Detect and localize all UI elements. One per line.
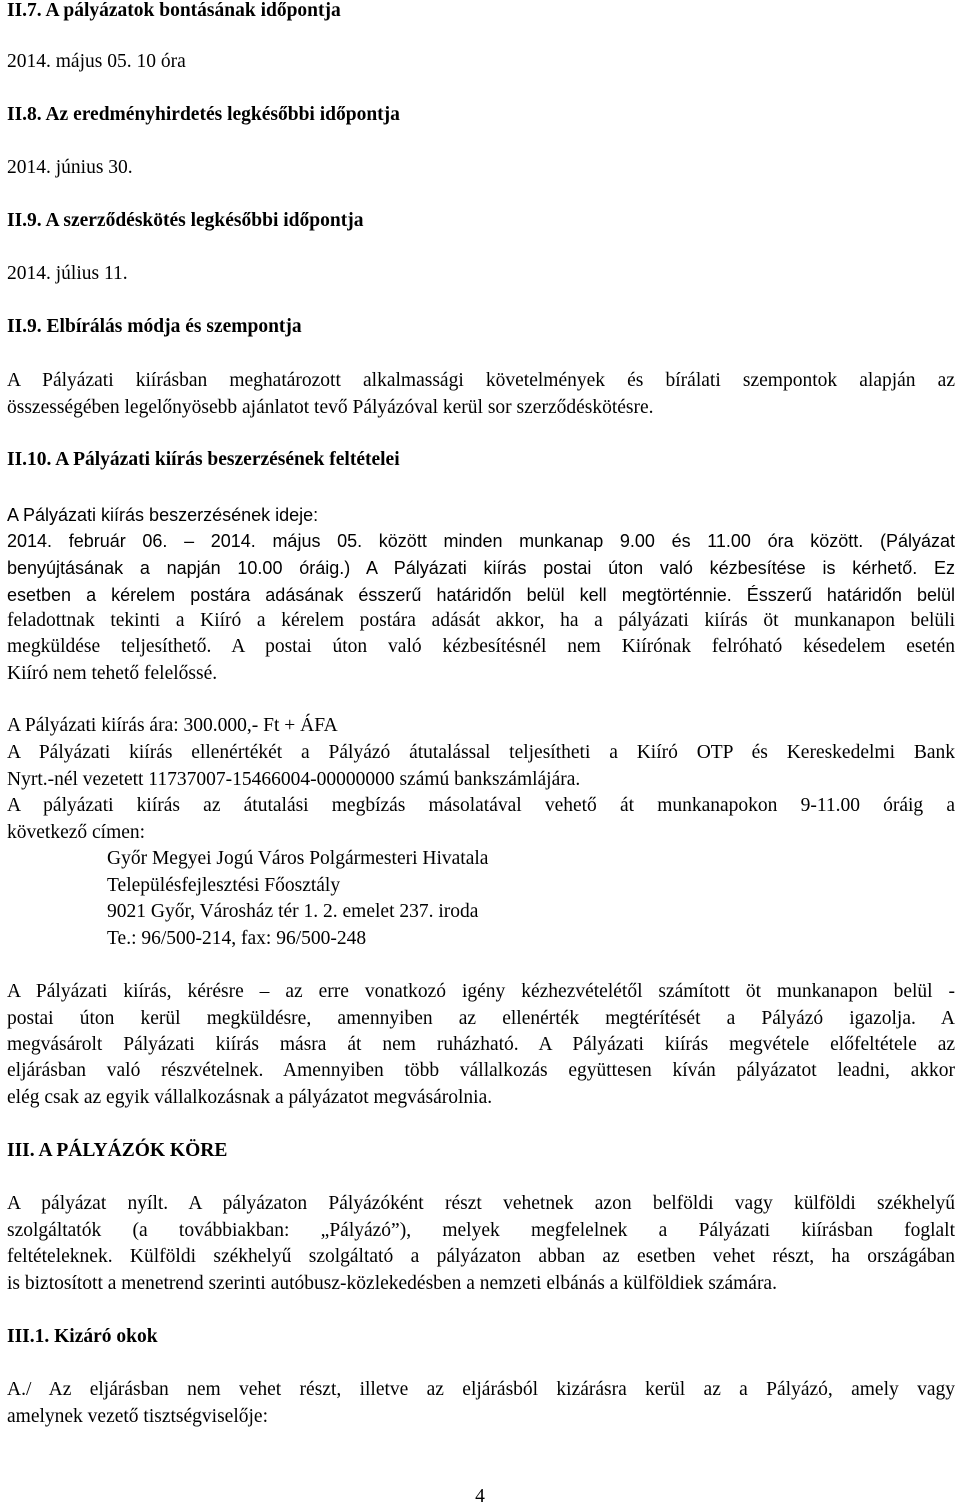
evaluation-text-line: összességében legelőnyösebb ajánlatot tevő Pályázóval kerül sor szerződéskötésre.	[7, 397, 654, 418]
applicants-text-line: A pályázat nyílt. A pályázaton Pályázóként részt vehetnek azon belföldi vagy külföldi székhelyű	[7, 1193, 955, 1214]
contract-date: 2014. július 11.	[7, 263, 128, 284]
exclusion-text-line: amelynek vezető tisztségviselője:	[7, 1406, 268, 1427]
delivery-text-line: megvásárolt Pályázati kiírás másra át nem ruházható. A Pályázati kiírás megvétele előfeltétele az	[7, 1034, 955, 1055]
procurement-text-line: esetben a kérelem postára adásának ésszerű határidőn belül kell megtörténnie. Ésszerű határidőn belül	[7, 585, 955, 605]
price-line: A Pályázati kiírás ára: 300.000,- Ft + ÁFA	[7, 715, 338, 736]
procurement-text-line: Kiíró nem tehető felelőssé.	[7, 663, 218, 684]
opening-date: 2014. május 05. 10 óra	[7, 51, 186, 72]
delivery-text-line: elég csak az egyik vállalkozásnak a pályázatot megvásárolnia.	[7, 1087, 493, 1108]
section-heading-II-10: II.10. A Pályázati kiírás beszerzésének feltételei	[7, 449, 400, 470]
section-heading-III: III. A PÁLYÁZÓK KÖRE	[7, 1140, 228, 1161]
payment-text-line: következő címen:	[7, 822, 146, 843]
address-line: Településfejlesztési Főosztály	[107, 875, 341, 896]
exclusion-text-line: A./ Az eljárásban nem vehet részt, illetve az eljárásból kizárásra kerül az a Pályázó, amely vagy	[7, 1379, 955, 1400]
delivery-text-line: postai úton kerül megküldésre, amennyiben az ellenérték megtérítését a Pályázó igazolja. A	[7, 1008, 955, 1029]
payment-text-line: A Pályázati kiírás ellenértékét a Pályázó átutalással teljesítheti a Kiíró OTP és Kereskedelmi Bank	[7, 742, 955, 763]
section-heading-II-8: II.8. Az eredményhirdetés legkésőbbi időpontja	[7, 104, 400, 125]
section-heading-III-1: III.1. Kizáró okok	[7, 1326, 158, 1347]
delivery-text-line: A Pályázati kiírás, kérésre – az erre vonatkozó igény kézhezvételétől számított öt munkanapon belül -	[7, 981, 955, 1002]
applicants-text-line: szolgáltatók (a továbbiakban: „Pályázó”), melyek megfelelnek a Pályázati kiírásban foglalt	[7, 1220, 955, 1241]
delivery-text-line: eljárásban való részvételnek. Amennyiben több vállalkozás együttesen kíván pályázatot leadni, akkor	[7, 1060, 955, 1081]
applicants-text-line: feltételeknek. Külföldi székhelyű szolgáltató a pályázaton abban az esetben vehet részt, ha országában	[7, 1246, 955, 1267]
procurement-period-label: A Pályázati kiírás beszerzésének ideje:	[7, 505, 319, 525]
section-heading-II-9-evaluation: II.9. Elbírálás módja és szempontja	[7, 316, 302, 337]
section-heading-II-9-contract: II.9. A szerződéskötés legkésőbbi időpontja	[7, 210, 364, 231]
address-line: Győr Megyei Jogú Város Polgármesteri Hivatala	[107, 848, 489, 869]
result-date: 2014. június 30.	[7, 157, 133, 178]
procurement-text-line: benyújtásának a napján 10.00 óráig.) A Pályázati kiírás postai úton való kézbesítése is kérhető. Ez	[7, 558, 955, 578]
page-number: 4	[475, 1486, 485, 1507]
evaluation-text-line: A Pályázati kiírásban meghatározott alkalmassági követelmények és bírálati szempontok alapján az	[7, 370, 955, 391]
payment-text-line: Nyrt.-nél vezetett 11737007-15466004-00000000 számú bankszámlájára.	[7, 769, 581, 790]
procurement-text-line: megküldése teljesíthető. A postai úton való kézbesítésnél nem Kiírónak felróható késedelem esetén	[7, 636, 955, 657]
procurement-text-line: 2014. február 06. – 2014. május 05. között minden munkanap 9.00 és 11.00 óra között. (Pályázat	[7, 531, 955, 551]
payment-text-line: A pályázati kiírás az átutalási megbízás másolatával vehető át munkanapokon 9-11.00 óráig a	[7, 795, 955, 816]
applicants-text-line: is biztosított a menetrend szerinti autóbusz-közlekedésben a nemzeti elbánás a külföldiek számára.	[7, 1273, 777, 1294]
address-line: Te.: 96/500-214, fax: 96/500-248	[107, 928, 367, 949]
procurement-text-line: feladottnak tekinti a Kiíró a kérelem postára adását akkor, ha a pályázati kiírás öt munkanapon belüli	[7, 610, 955, 631]
section-heading-II-7: II.7. A pályázatok bontásának időpontja	[7, 0, 341, 21]
address-line: 9021 Győr, Városház tér 1. 2. emelet 237. iroda	[107, 901, 479, 922]
